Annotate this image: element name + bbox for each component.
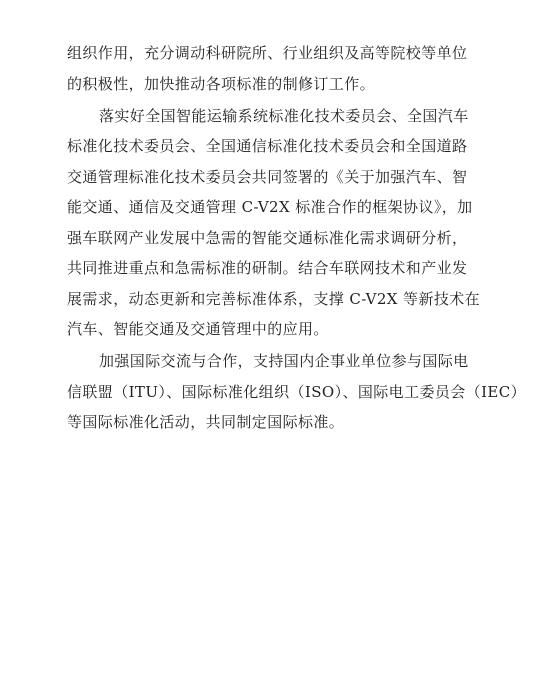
text-line: 等国际标准化活动，共同制定国际标准。 <box>67 413 345 431</box>
text-line: 组织作用，充分调动科研院所、行业组织及高等院校等单位 <box>67 44 468 62</box>
paragraph-standards-revision <box>67 38 497 99</box>
text-line: 信联盟（ITU）、国际标准化组织（ISO）、国际电工委员会（IEC） <box>67 382 527 401</box>
document-body <box>67 38 527 439</box>
text-line: 展需求，动态更新和完善标准体系，支撑 C-V2X 等新技术在 <box>67 289 481 308</box>
text-line: 落实好全国智能运输系统标准化技术委员会、全国汽车 <box>99 106 469 125</box>
paragraph-c-v2x-cooperation <box>67 101 497 345</box>
text-line: 共同推进重点和急需标准的研制。结合车联网技术和产业发 <box>67 259 468 277</box>
text-line: 的积极性，加快推动各项标准的制修订工作。 <box>67 74 376 93</box>
text-line: 加强国际交流与合作，支持国内企事业单位参与国际电 <box>99 352 469 370</box>
text-line: 强车联网产业发展中急需的智能交通标准化需求调研分析， <box>67 228 468 247</box>
text-line: 标准化技术委员会、全国通信标准化技术委员会和全国道路 <box>67 137 468 155</box>
paragraph-international-cooperation <box>67 346 527 438</box>
text-line: 交通管理标准化技术委员会共同签署的《关于加强汽车、智 <box>67 167 468 186</box>
text-line: 能交通、通信及交通管理 C-V2X 标准合作的框架协议》，加 <box>67 198 473 216</box>
text-line: 汽车、智能交通及交通管理中的应用。 <box>67 320 329 338</box>
